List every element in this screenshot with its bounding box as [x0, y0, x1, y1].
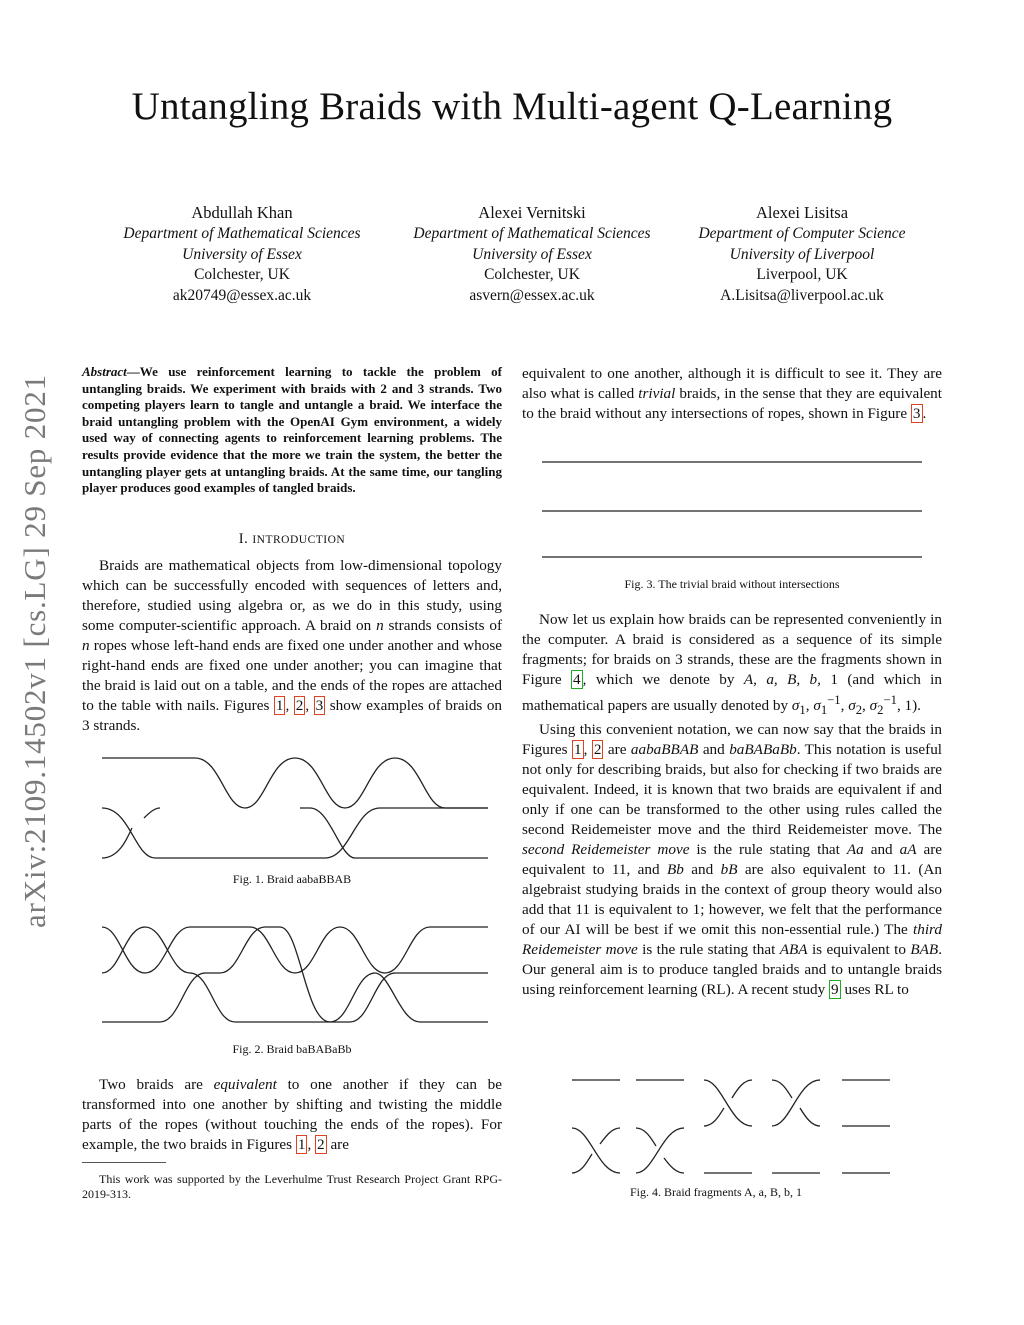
braid-strand [102, 927, 488, 1022]
author-city: Colchester, UK [484, 266, 580, 284]
author-dept: Department of Mathematical Sciences [123, 225, 361, 242]
fragment-b [772, 1080, 820, 1173]
footnote-text: This work was supported by the Leverhulme Trust Research Project Grant RPG-2019-313. [82, 1172, 502, 1201]
footnote-rule [82, 1162, 166, 1163]
figure-1-braid [100, 756, 490, 861]
abstract-text: We use reinforcement learning to tackle the problem of untangling braids. We experiment with braids with 2 and 3 strands. Two competing players learn to tangle and untangle a braid. We interface the braid untangling problem with the OpenAI Gym environment, a widely used way of connecting agents to reinforcement learning problems. The results provide evidence that the more we train the system, the better the untangling player gets at untangling braids. At the same time, our tangling player produces good examples of tangled braids. [82, 364, 502, 496]
figure-3-trivial-braid [540, 455, 925, 565]
intro-paragraph-1: Braids are mathematical objects from low-dimensional topology which can be successfully encoded with sequences of letters and, therefore, studied using algebra or, as we do in this study, using some computer-scientific approach. A braid on n strands consists of n ropes whose left-hand ends are fixed one under another and whose right-hand ends are fixed one under another; you can imagine that the braid is laid out on a table, and the ends of the ropes are attached to the table with nails. Figures 1 , 2 , 3 show examples of braids on 3 strands. [82, 557, 503, 734]
fragment-1 [842, 1080, 890, 1173]
author-univ: University of Liverpool [729, 245, 875, 263]
intro-paragraph-2: Two braids are equivalent to one another if they can be transformed into one another by shifting and twisting the middle parts of the ropes (without touching the ends of the ropes). For example, the two braids in Figures 1 , 2 are [82, 1076, 502, 1153]
braid-strand [300, 808, 488, 858]
section-title: INTRODUCTION [252, 534, 346, 546]
arxiv-stamp-text: arXiv:2109.14502v1 [cs.LG] 29 Sep 2021 [17, 374, 52, 928]
right-paragraph-1: equivalent to one another, although it is difficult to see it. They are also what is called trivial braids, in the sense that they are equivalent to the braid without any intersections of ropes, shown in Figure 3 . [522, 365, 942, 422]
author-email: A.Lisitsa@liverpool.ac.uk [720, 286, 884, 304]
author-name: Alexei Vernitski [478, 203, 586, 222]
fragment-B [704, 1080, 752, 1173]
braid-strand [102, 808, 488, 858]
figure-4-fragments [570, 1078, 895, 1178]
author-name: Abdullah Khan [191, 203, 293, 222]
fragment-a [636, 1080, 684, 1173]
figure-2-braid [100, 925, 490, 1025]
author-univ: University of Essex [472, 245, 592, 263]
author-dept: Department of Mathematical Sciences [413, 225, 651, 242]
fragment-A [572, 1080, 620, 1173]
author-email: asvern@essex.ac.uk [469, 286, 595, 304]
figure-2-caption: Fig. 2. Braid baBABaBb [232, 1042, 352, 1056]
author-city: Colchester, UK [194, 266, 290, 284]
author-name: Alexei Lisitsa [755, 203, 849, 222]
author-1 [92, 202, 392, 306]
figure-1-caption: Fig. 1. Braid aabaBBAB [232, 872, 352, 886]
figure-3-caption: Fig. 3. The trivial braid without intersections [624, 577, 840, 591]
section-heading [82, 531, 502, 548]
author-dept: Department of Computer Science [698, 225, 906, 242]
paper-title: Untangling Braids with Multi-agent Q-Learning [131, 85, 893, 128]
author-city: Liverpool, UK [756, 266, 848, 284]
author-univ: University of Essex [182, 245, 302, 263]
author-email: ak20749@essex.ac.uk [172, 286, 312, 304]
author-2 [382, 202, 682, 306]
section-number: I. [238, 531, 249, 547]
arxiv-stamp [10, 356, 60, 946]
figure-4-caption: Fig. 4. Braid fragments A, a, B, b, 1 [630, 1185, 802, 1199]
author-3 [652, 202, 952, 306]
braid-strand [102, 927, 488, 1022]
abstract: Abstract—We use reinforcement learning to tackle the problem of untangling braids. We experiment with braids with 2 and 3 strands. Two competing players learn to tangle and untangle a braid. We interface the braid untangling problem with the OpenAI Gym environment, a widely used way of connecting agents to reinforcement learning problems. The results provide evidence that the more we train the system, the better the untangling player gets at untangling braids. At the same time, our tangling player produces good examples of tangled braids. [82, 364, 502, 496]
braid-strand [102, 758, 488, 808]
braid-strand [102, 927, 488, 973]
right-paragraph-2: Now let us explain how braids can be represented conveniently in the computer. A braid is considered as a sequence of its simple fragments; for braids on 3 strands, these are the fragments shown in Figure 4 , which we denote by A, a, B, b, 1 (and which in mathematical papers are usually denoted by $\sigma_1$, $\sigma_1^{-1}$, $\sigma_2$, $\sigma_2^{-1}$, 1). Using this convenient notation, we can now say that the braids in Figures 1 , 2 are aabaBBAB and baBABaBb. This notation is useful not only for describing braids, but also for checking if two braids are equivalent. Indeed, it is known that two braids are equivalent if and only if one can be transformed to the other using rules called the second Reidemeister move and the third Reidemeister move. The second Reidemeister move is the rule stating that Aa and aA are equivalent to 11, and Bb and bB are also equivalent to 11. (An algebraist studying braids in the context of group theory would also add that 11 is equivalent to 1; however, we felt that the performance of our AI will be best if we omit this non-essential rule.) The third Reidemeister move is the rule stating that ABA is equivalent to BAB. Our general aim is to produce tangled braids and to untangle braids using reinforcement learning (RL). A recent study 9 uses RL to [522, 611, 943, 999]
abstract-label: Abstract [82, 364, 127, 379]
footnote [82, 1172, 502, 1202]
